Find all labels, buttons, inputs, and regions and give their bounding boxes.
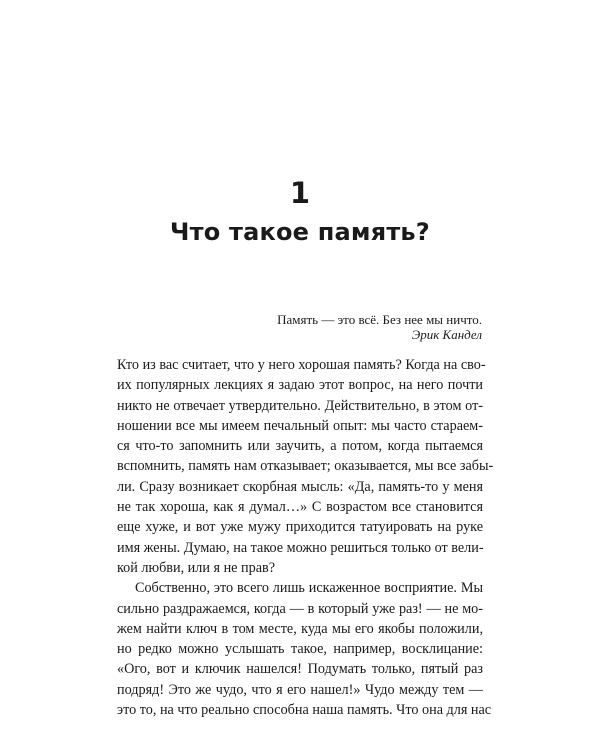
chapter-number: 1 — [289, 176, 311, 210]
text-line: имя жены. Думаю, на такое можно решиться только от вели- — [117, 539, 484, 556]
text-line: это то, на что реально способна наша память. Что она для нас — [117, 702, 492, 719]
text-line: их популярных лекциях я задаю этот вопрос, на него почти — [117, 377, 483, 394]
epigraph-author: Эрик Кандел — [411, 327, 482, 342]
text-line: еще хуже, и вот уже мужу приходится татуировать на руке — [117, 519, 483, 536]
chapter-title: Что такое память? — [170, 218, 430, 246]
body-text — [117, 355, 494, 720]
text-line: ношении все мы имеем печальный опыт: мы часто стараем- — [117, 417, 483, 434]
text-line: «Ого, вот и ключик нашелся! Подумать только, пятый раз — [117, 661, 483, 678]
text-line: вспомнить, память нам отказывает; оказывается, мы все забы- — [117, 458, 494, 475]
text-line: не так хороша, как я думал…» С возрастом все становится — [117, 499, 483, 516]
text-line: ся что-то запомнить или заучить, а потом, когда пытаемся — [117, 438, 483, 455]
text-line: Собственно, это всего лишь искаженное восприятие. Мы — [135, 580, 483, 597]
paragraph-2 — [117, 578, 492, 720]
text-line: кой любви, или я не прав? — [117, 559, 275, 576]
paragraph-1 — [117, 355, 494, 578]
epigraph — [277, 312, 482, 342]
text-line: подряд! Это же чудо, что я его нашел!» Чудо между тем — — [117, 681, 483, 698]
text-line: никто не отвечает утвердительно. Действительно, в этом от- — [117, 397, 483, 414]
text-line: но редко можно услышать такое, например, восклицание: — [117, 641, 483, 658]
text-line: ли. Сразу возникает скорбная мысль: «Да, память-то у меня — [117, 478, 483, 495]
epigraph-quote: Память — это всё. Без нее мы ничто. — [277, 312, 482, 327]
text-line: сильно раздражаемся, когда — в который уже раз! — не мо- — [117, 600, 483, 617]
text-line: жем найти ключ в том месте, куда мы его якобы положили, — [117, 620, 483, 637]
text-line: Кто из вас считает, что у него хорошая память? Когда на сво- — [117, 357, 486, 373]
